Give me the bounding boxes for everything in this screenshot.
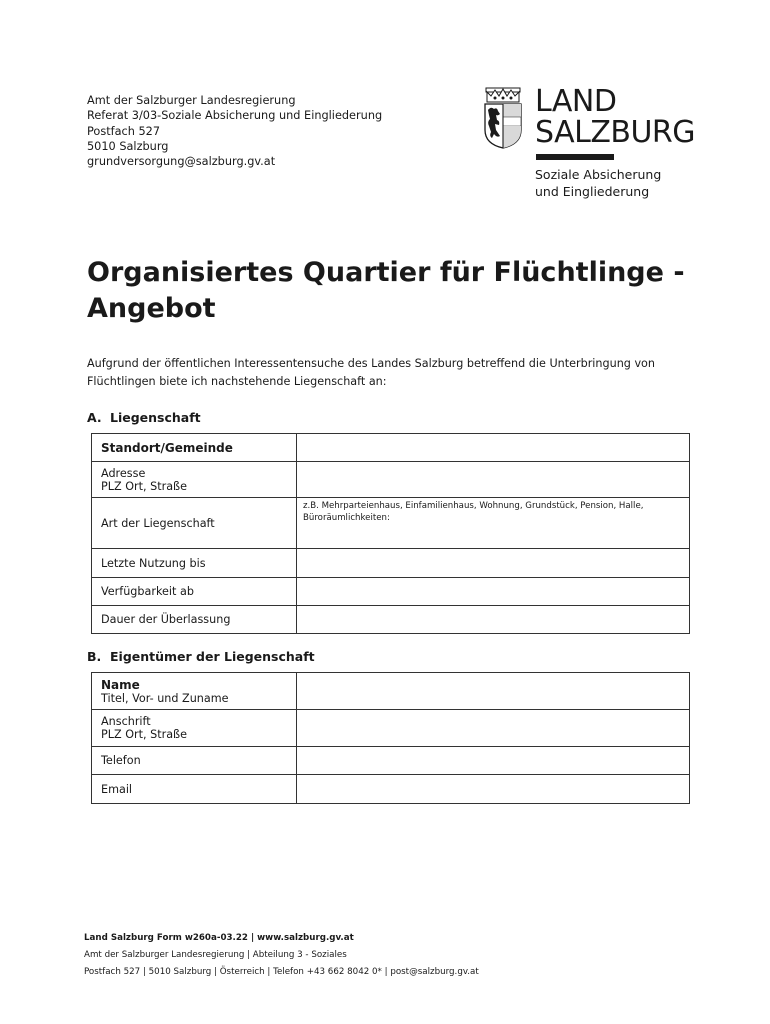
sender-line-office: Amt der Salzburger Landesregierung (87, 94, 296, 107)
coat-of-arms-icon (482, 86, 524, 150)
property-table (91, 433, 690, 634)
section-b-number: B. (87, 649, 102, 664)
sender-address (87, 93, 382, 169)
footer-office: Amt der Salzburger Landesregierung | Abteilung 3 - Soziales (84, 950, 347, 960)
input-telefon[interactable] (297, 747, 690, 775)
sender-line-city: 5010 Salzburg (87, 139, 169, 153)
label-art-text: Art der Liegenschaft (101, 516, 215, 530)
input-name[interactable] (297, 673, 690, 710)
section-a-title: Liegenschaft (110, 410, 201, 425)
input-nutzung[interactable] (297, 549, 690, 578)
section-b-title: Eigentümer der Liegenschaft (110, 649, 315, 664)
page-footer (84, 930, 479, 981)
input-email[interactable] (297, 775, 690, 804)
label-nutzung (92, 549, 297, 578)
section-b-heading (87, 649, 315, 664)
art-hint-text: z.B. Mehrparteienhaus, Einfamilienhaus, Wohnung, Grundstück, Pension, Halle, Büroräumlichkeiten: (303, 501, 644, 523)
sender-line-postbox: Postfach 527 (87, 124, 161, 138)
label-adresse-text: Adresse (101, 466, 146, 480)
sender-email: grundversorgung@salzburg.gv.at (87, 155, 276, 169)
input-art[interactable] (297, 498, 690, 549)
label-anschrift-sub: PLZ Ort, Straße (101, 728, 187, 741)
section-a-number: A. (87, 410, 102, 425)
department-label (535, 166, 661, 200)
label-anschrift-text: Anschrift (101, 715, 151, 728)
input-adresse[interactable] (297, 462, 690, 498)
label-nutzung-text: Letzte Nutzung bis (101, 556, 206, 570)
sender-line-department: Referat 3/03-Soziale Absicherung und Eingliederung (87, 109, 383, 123)
label-adresse (92, 462, 297, 498)
footer-form-id: Land Salzburg Form w260a-03.22 | www.salzburg.gv.at (84, 933, 354, 943)
input-anschrift[interactable] (297, 710, 690, 747)
brand-underline-bar (536, 154, 614, 160)
section-a-heading (87, 410, 201, 425)
label-verfuegbarkeit (92, 578, 297, 606)
brand-wordmark (535, 86, 695, 148)
brand-line-land: LAND (535, 84, 617, 119)
label-email (92, 775, 297, 804)
owner-table (91, 672, 690, 804)
label-telefon-text: Telefon (101, 754, 141, 767)
footer-contact: Postfach 527 | 5010 Salzburg | Österreich | Telefon +43 662 8042 0* | post@salzburg.gv.at (84, 967, 479, 977)
input-dauer[interactable] (297, 606, 690, 634)
label-email-text: Email (101, 782, 133, 796)
input-standort[interactable] (297, 434, 690, 462)
page-title: Organisiertes Quartier für Flüchtlinge - Angebot (87, 257, 685, 324)
label-name (92, 673, 297, 710)
intro-paragraph: Aufgrund der öffentlichen Interessentensuche des Landes Salzburg betreffend die Unterbringung von Flüchtlingen biete ich nachstehende Liegenschaft an: (87, 357, 655, 388)
label-standort-text: Standort/Gemeinde (101, 440, 233, 455)
label-standort (92, 434, 297, 462)
label-name-text: Name (101, 677, 140, 692)
label-dauer (92, 606, 297, 634)
label-telefon (92, 747, 297, 775)
label-verfuegbarkeit-text: Verfügbarkeit ab (101, 585, 194, 598)
input-verfuegbarkeit[interactable] (297, 578, 690, 606)
brand-line-salzburg: SALZBURG (535, 115, 696, 150)
label-dauer-text: Dauer der Überlassung (101, 613, 231, 626)
label-art (92, 498, 297, 549)
label-anschrift (92, 710, 297, 747)
department-line-2: und Eingliederung (535, 184, 650, 199)
department-line-1: Soziale Absicherung (535, 167, 662, 182)
label-name-sub: Titel, Vor- und Zuname (101, 691, 229, 705)
label-adresse-sub: PLZ Ort, Straße (101, 479, 187, 493)
land-salzburg-logo (482, 86, 722, 206)
